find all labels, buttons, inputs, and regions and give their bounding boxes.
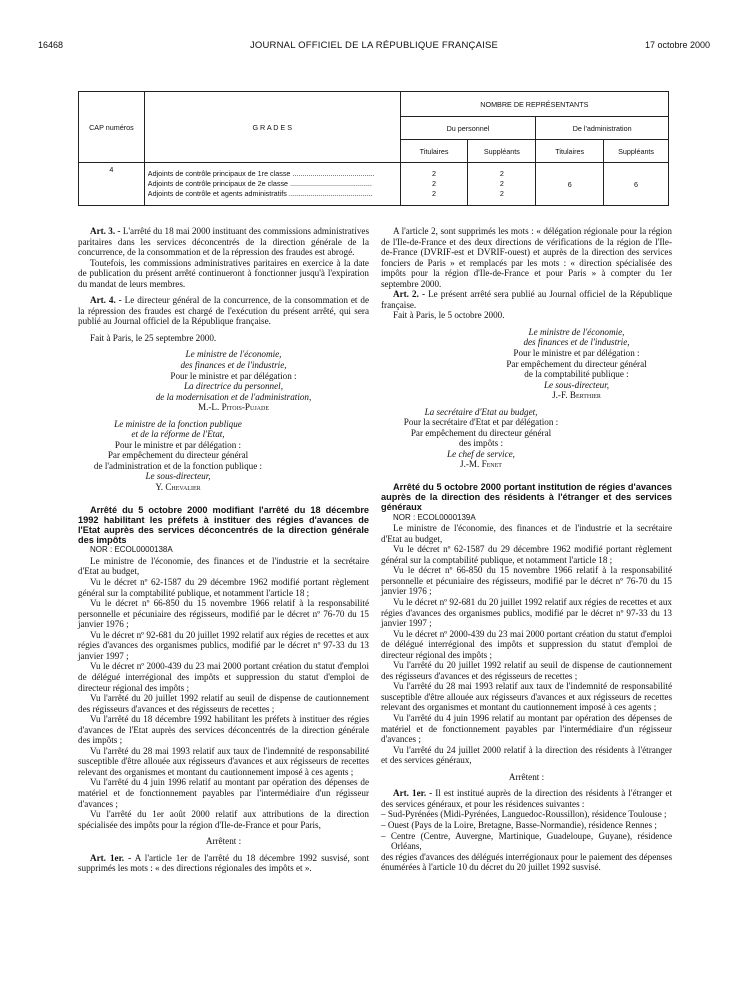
- header-suppleants-admin: Suppléants: [604, 140, 669, 163]
- table-cell: 2: [499, 179, 504, 188]
- decree-title: Arrêté du 5 octobre 2000 portant institution de régies d'avances auprès de la direction des résidents à l'étranger et des services généraux: [381, 482, 672, 513]
- paragraph: Vu l'arrêté du 18 décembre 1992 habilitant les préfets à instituer des régies d'avances de l'Etat auprès des services déconcentrés de la direction générale des impôts ;: [78, 714, 369, 746]
- list-item: – Ouest (Pays de la Loire, Bretagne, Basse-Normandie), résidence Rennes ;: [381, 819, 657, 830]
- header-cap: CAP numéros: [79, 92, 145, 163]
- art1-continuation: A l'article 2, sont supprimés les mots : « délégation régionale pour la région de l'Ile-de-France et des deux directions de vérifications de la région de l'Ile-de-France (DVRIF-est et DVRIF-ouest) et auprès de la direction des services fonciers de Paris » et remplacés par les mots : « direction spécialisée des impôts pour la région d'Ile-de-France et pour Paris » à compter du 1er septembre 2000.: [381, 226, 672, 289]
- signature-line: et de la réforme de l'Etat,: [131, 429, 225, 440]
- arretent-line: Arrêtent :: [205, 836, 242, 847]
- nor-reference: NOR : ECOL0000138A: [90, 545, 173, 555]
- table-cell: 2: [499, 169, 504, 178]
- signature-line: Le chef de service,: [447, 448, 515, 459]
- journal-title: JOURNAL OFFICIEL DE LA RÉPUBLIQUE FRANÇAISE: [249, 40, 499, 51]
- titulaires-personnel-values: [400, 163, 468, 206]
- paragraph: Vu l'arrêté du 28 mai 1993 relatif aux taux de l'indemnité de responsabilité susceptible d'être allouée aux régisseurs d'avances et aux régisseurs de recettes relevant des organismes et montant du cautionnement imposé à ces agents ;: [381, 681, 672, 713]
- art4-label: Art. 4. -: [90, 295, 122, 306]
- closing-paragraph: des régies d'avances des délégués interrégionaux pour le paiement des dépenses énumérées à l'article 10 du décret du 20 juillet 1992 susvisé.: [381, 851, 673, 873]
- grades-list: [144, 163, 400, 206]
- signature-line: des finances et de l'industrie,: [180, 360, 287, 371]
- paragraph: Le ministre de l'économie, des finances et de l'industrie et la secrétaire d'Etat au budget,: [381, 523, 672, 544]
- art3-text: L'arrêté du 18 mai 2000 instituant des commissions administratives paritaires dans les services déconcentrés de la direction générale de la concurrence, de la consommation et de la répression des fraudes est abrogé.: [78, 226, 370, 258]
- signature-line: Le ministre de la fonction publique: [114, 418, 242, 429]
- signature-line: Par empêchement du directeur général: [506, 358, 647, 369]
- signature-block-1: [381, 327, 672, 401]
- page-number: 16468: [38, 40, 64, 50]
- header-administration: De l'administration: [536, 117, 669, 140]
- header-personnel: Du personnel: [400, 117, 536, 140]
- decree-title: Arrêté du 5 octobre 2000 modifiant l'arrêté du 18 décembre 1992 habilitant les préfets à instituer des régies d'avances de l'Etat auprès des services déconcentrés de la direction générale des impôts: [78, 504, 369, 546]
- signature-line: Le sous-directeur,: [543, 379, 610, 390]
- table-cell: 2: [432, 169, 437, 178]
- paragraph: Vu l'arrêté du 20 juillet 1992 relatif au seuil de dispense de cautionnement des régisseurs d'avances et des régisseurs de recettes ;: [381, 660, 672, 681]
- signature-line: des finances et de l'industrie,: [523, 337, 630, 348]
- paragraph: Vu le décret nº 62-1587 du 29 décembre 1962 modifié portant règlement général sur la comptabilité publique, et notamment l'article 18 ;: [78, 577, 369, 598]
- suppleants-personnel-values: [468, 163, 536, 206]
- signature-block-2: [381, 407, 581, 470]
- art1-label: Art. 1er. -: [393, 788, 433, 799]
- signature-line: Par empêchement du directeur général: [107, 450, 249, 461]
- signature-line: La directrice du personnel,: [183, 381, 283, 392]
- paragraph: Le ministre de l'économie, des finances et de l'industrie et la secrétaire d'Etat au budget,: [78, 555, 369, 577]
- titulaires-admin-value: 6: [536, 163, 604, 206]
- page-header: [38, 40, 710, 54]
- header-titulaires-admin: Titulaires: [536, 140, 604, 163]
- signature-line: de l'administration et de la fonction publique :: [93, 460, 263, 471]
- signature-line: Le ministre de l'économie,: [528, 326, 625, 337]
- paragraph: Vu le décret nº 92-681 du 20 juillet 1992 relatif aux régies de recettes et aux régies d'avances des organismes publics, modifié par le décret nº 97-33 du 13 janvier 1997 ;: [78, 629, 369, 661]
- signature-line: Pour la secrétaire d'Etat et par délégation :: [403, 417, 559, 428]
- table-cell: 2: [499, 189, 504, 198]
- header-titulaires-personnel: Titulaires: [400, 140, 468, 163]
- paragraph: Vu l'arrêté du 4 juin 1996 relatif au montant par opération des dépenses de matériel et de fonctionnement payables par l'intermédiaire d'un régisseur d'avances ;: [78, 777, 369, 809]
- paragraph: Vu l'arrêté du 1er août 2000 relatif aux attributions de la direction spécialisée des impôts pour la région d'Ile-de-France et pour Paris,: [78, 809, 369, 830]
- header-nombre: NOMBRE DE REPRÉSENTANTS: [400, 92, 668, 117]
- art3-paragraph-2: Toutefois, les commissions administratives paritaires en exercice à la date de publication du présent arrêté continueront à fonctionner jusqu'à l'expiration du mandat de leurs membres.: [78, 257, 369, 289]
- art1-text: A l'article 1er de l'arrêté du 18 décembre 1992 susvisé, sont supprimés les mots : « des directions régionales des impôts et ».: [78, 852, 369, 874]
- paragraph: Vu l'arrêté du 24 juillet 2000 relatif à la direction des résidents à l'étranger et des services généraux,: [381, 744, 672, 766]
- art1-text: Il est institué auprès de la direction des résidents à l'étranger et des services généraux, et pour les résidences suivantes :: [381, 788, 673, 809]
- left-column: [78, 226, 369, 874]
- signature-line: Pour le ministre et par délégation :: [114, 439, 242, 450]
- paragraph: Vu le décret nº 66-850 du 15 novembre 1966 relatif à la responsabilité personnelle et pécuniaire des régisseurs, modifié par le décret nº 76-70 du 15 janvier 1976 ;: [381, 565, 672, 597]
- table-row: [79, 163, 669, 206]
- right-column: [381, 226, 672, 873]
- header-suppleants-personnel: Suppléants: [468, 140, 536, 163]
- list-item: – Centre (Centre, Auvergne, Martinique, Guadeloupe, Guyane), résidence Orléans,: [381, 830, 672, 852]
- art2-text: Le présent arrêté sera publié au Journal officiel de la République française.: [381, 289, 672, 310]
- table-cell: 2: [432, 189, 437, 198]
- fait-line: Fait à Paris, le 25 septembre 2000.: [90, 332, 217, 343]
- table-cell: 2: [432, 179, 437, 188]
- paragraph: Vu l'arrêté du 4 juin 1996 relatif au montant par opération des dépenses de matériel et de fonctionnement payables par l'intermédiaire d'un régisseur d'avances ;: [381, 713, 672, 745]
- signature-block-1: [78, 349, 369, 412]
- signatory-name: J.-F. Berthier: [552, 390, 601, 401]
- paragraph: Vu l'arrêté du 20 juillet 1992 relatif au seuil de dispense de cautionnement des régisseurs d'avances et des régisseurs de recettes ;: [78, 693, 369, 714]
- paragraph: Vu le décret nº 66-850 du 15 novembre 1966 relatif à la responsabilité personnelle et pécuniaire des régisseurs, modifié par le décret nº 76-70 du 15 janvier 1976 ;: [78, 598, 369, 630]
- paragraph: Vu l'arrêté du 28 mai 1993 relatif aux taux de l'indemnité de responsabilité susceptible d'être allouée aux régisseurs d'avances et aux régisseurs de recettes relevant des organismes et montant du cautionnement imposé à ces agents ;: [78, 745, 369, 777]
- signature-line: La secrétaire d'Etat au budget,: [424, 406, 538, 417]
- signature-line: de la modernisation et de l'administration,: [155, 391, 312, 402]
- art3-label: Art. 3. -: [90, 226, 121, 236]
- cap-number: 4: [79, 163, 145, 206]
- publication-date: 17 octobre 2000: [644, 40, 710, 50]
- art1-label: Art. 1er. -: [90, 852, 132, 863]
- grade-item: Adjoints de contrôle principaux de 1re classe .........................................: [147, 169, 375, 178]
- nor-reference: NOR : ECOL0000139A: [393, 512, 476, 522]
- signature-line: Par empêchement du directeur général: [410, 427, 552, 438]
- paragraph: Vu le décret nº 62-1587 du 29 décembre 1962 modifié portant règlement général sur la comptabilité publique, et notamment l'article 18 ;: [381, 544, 672, 565]
- signatory-name: Y. Chevalier: [155, 482, 201, 493]
- grade-item: Adjoints de contrôle principaux de 2e classe .........................................: [147, 179, 372, 188]
- representatives-table: [78, 91, 669, 206]
- paragraph: Vu le décret nº 2000-439 du 23 mai 2000 portant création du statut d'emploi de délégué interrégional des impôts et suppression du statut d'emploi de directeur régional des impôts ;: [78, 661, 369, 693]
- signature-line: Pour le ministre et par délégation :: [170, 370, 297, 381]
- signature-line: Pour le ministre et par délégation :: [513, 348, 640, 359]
- signatory-name: M.-L. Pitois-Pujade: [198, 402, 269, 413]
- list-item: – Sud-Pyrénées (Midi-Pyrénées, Languedoc-Roussillon), résidence Toulouse ;: [381, 809, 667, 820]
- signature-line: de la comptabilité publique :: [524, 369, 629, 380]
- suppleants-admin-value: 6: [604, 163, 669, 206]
- arretent-line: Arrêtent :: [508, 771, 545, 782]
- paragraph: Vu le décret nº 2000-439 du 23 mai 2000 portant création du statut d'emploi de délégué interrégional des impôts et suppression du statut d'emploi de directeur régional des impôts ;: [381, 628, 672, 660]
- grade-item: Adjoints de contrôle et agents administratifs ..........................................: [147, 189, 373, 198]
- signature-line: Le ministre de l'économie,: [185, 349, 282, 360]
- signature-block-2: [78, 419, 278, 493]
- header-grades: G R A D E S: [144, 92, 400, 163]
- paragraph: Vu le décret nº 92-681 du 20 juillet 1992 relatif aux régies de recettes et aux régies d'avances des organismes publics, modifié par le décret nº 97-33 du 13 janvier 1997 ;: [381, 597, 672, 629]
- art2-label: Art. 2. -: [393, 289, 425, 300]
- signature-line: des impôts :: [458, 438, 504, 449]
- art4-text: Le directeur général de la concurrence, de la consommation et de la répression des fraudes est chargé de l'exécution du présent arrêté, qui sera publié au Journal officiel de la République française.: [78, 295, 369, 327]
- fait-line: Fait à Paris, le 5 octobre 2000.: [393, 310, 505, 321]
- signature-line: Le sous-directeur,: [145, 471, 211, 482]
- signatory-name: J.-M. Fenet: [460, 459, 502, 470]
